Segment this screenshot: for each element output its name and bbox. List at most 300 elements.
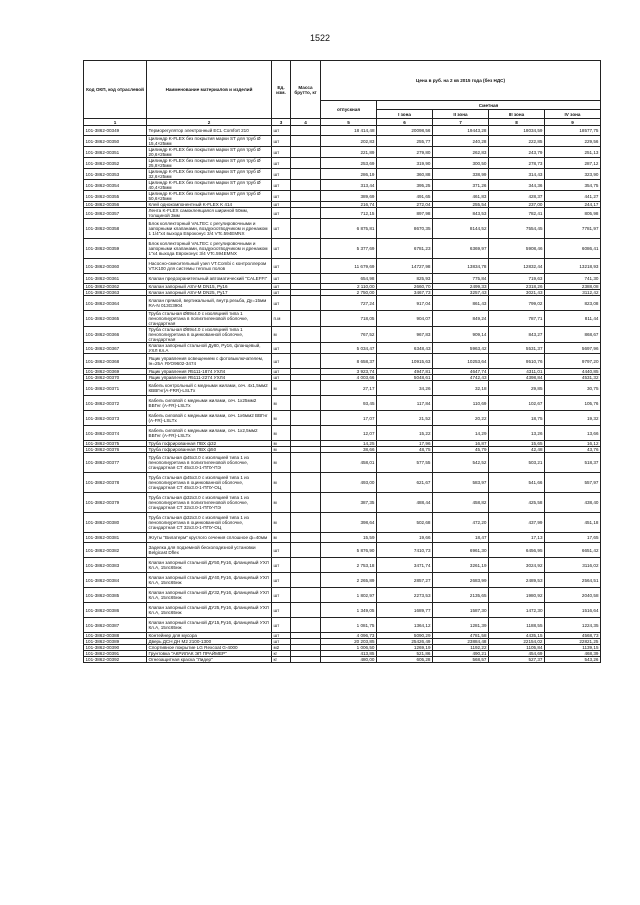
- zone2-price-cell: 3261,19: [433, 558, 489, 573]
- table-row: [84, 327, 601, 343]
- mass-cell: [291, 219, 321, 239]
- unit-cell: шт: [272, 633, 291, 639]
- zone4-price-cell: 105,76: [545, 396, 601, 411]
- name-cell: Кабель силовой с медными жилами, сеч. 1х25мм2 ВВГнг (А-FR)-LSLTх: [147, 396, 272, 411]
- zone4-price-cell: 251,13: [545, 147, 601, 158]
- code-cell: 101-3862-00365: [84, 311, 147, 327]
- name-cell: Труба гофрированная ПВХ ф50: [147, 447, 272, 453]
- header-zone-2: II зона: [433, 110, 489, 119]
- unit-cell: п.м: [272, 311, 291, 327]
- unit-cell: шт: [272, 259, 291, 274]
- column-number: 9: [545, 119, 601, 126]
- zone4-price-cell: 229,56: [545, 136, 601, 147]
- zone2-price-cell: 4742,43: [433, 375, 489, 381]
- zone1-price-cell: 5048,61: [377, 375, 433, 381]
- zone3-price-cell: 503,21: [489, 453, 545, 473]
- code-cell: 101-3862-00391: [84, 651, 147, 657]
- zone4-price-cell: 543,26: [545, 657, 601, 663]
- zone2-price-cell: 338,99: [433, 169, 489, 180]
- code-cell: 101-3862-00355: [84, 191, 147, 202]
- release-price-cell: 17,07: [321, 411, 377, 426]
- table-row: [84, 180, 601, 191]
- zone3-price-cell: 719,63: [489, 274, 545, 284]
- zone2-price-cell: 18,47: [433, 533, 489, 543]
- table-row: [84, 219, 601, 239]
- header-name: Наименование материалов и изделий: [147, 61, 272, 119]
- name-cell: Клапан запорный стальной Ду80, Ру16, фланцевый, УХЛ Кл.А: [147, 343, 272, 354]
- unit-cell: шт: [272, 588, 291, 603]
- zone4-price-cell: 868,67: [545, 327, 601, 343]
- unit-cell: шт: [272, 202, 291, 208]
- zone4-price-cell: 22821,25: [545, 639, 601, 645]
- zone4-price-cell: 6651,42: [545, 543, 601, 558]
- table-row: [84, 533, 601, 543]
- unit-cell: шт: [272, 219, 291, 239]
- zone4-price-cell: 19,32: [545, 411, 601, 426]
- table-row: [84, 603, 601, 618]
- name-cell: Ящик управления освещением с фотовыключателем, Iн=25А ЯУО9602-3474: [147, 354, 272, 369]
- zone3-price-cell: 243,79: [489, 147, 545, 158]
- zone1-price-cell: 1269,19: [377, 645, 433, 651]
- mass-cell: [291, 136, 321, 147]
- mass-cell: [291, 296, 321, 311]
- mass-cell: [291, 543, 321, 558]
- code-cell: 101-3862-00388: [84, 633, 147, 639]
- name-cell: Жгуты "Вилатерм" круглого сечения сплошное ф=40мм: [147, 533, 272, 543]
- zone2-price-cell: 16,87: [433, 441, 489, 447]
- release-price-cell: 2 750,00: [321, 290, 377, 296]
- code-cell: 101-3862-00366: [84, 327, 147, 343]
- mass-cell: [291, 180, 321, 191]
- unit-cell: шт: [272, 603, 291, 618]
- name-cell: Огнезащитная краска "Лидер": [147, 657, 272, 663]
- name-cell: Лента K-FLEX самоклеящаяся шириной 50мм, толщиной 3мм: [147, 208, 272, 219]
- table-row: [84, 493, 601, 513]
- unit-cell: м: [272, 533, 291, 543]
- zone1-price-cell: 825,93: [377, 274, 433, 284]
- table-row: [84, 588, 601, 603]
- zone3-price-cell: 541,66: [489, 473, 545, 493]
- name-cell: Насосно-смесительный узел VT.Combi с контроллером VT.K100 для системы теплых полов: [147, 259, 272, 274]
- code-cell: 101-3862-00369: [84, 369, 147, 375]
- zone4-price-cell: 451,18: [545, 513, 601, 533]
- unit-cell: м: [272, 447, 291, 453]
- zone4-price-cell: 13218,93: [545, 259, 601, 274]
- zone3-price-cell: 18,75: [489, 411, 545, 426]
- mass-cell: [291, 208, 321, 219]
- unit-cell: м: [272, 441, 291, 447]
- mass-cell: [291, 588, 321, 603]
- zone2-price-cell: 461,83: [433, 191, 489, 202]
- zone2-price-cell: 2135,65: [433, 588, 489, 603]
- release-price-cell: 389,69: [321, 191, 377, 202]
- mass-cell: [291, 311, 321, 327]
- zone1-price-cell: 4947,81: [377, 369, 433, 375]
- unit-cell: м: [272, 327, 291, 343]
- zone1-price-cell: 502,68: [377, 513, 433, 533]
- zone2-price-cell: 2683,99: [433, 573, 489, 588]
- zone1-price-cell: 521,86: [377, 651, 433, 657]
- name-cell: Клапан запорный стальной ДУ25,Ру16, фланцевый УХЛ Кл.А, 15лс65нж: [147, 603, 272, 618]
- zone1-price-cell: 2273,53: [377, 588, 433, 603]
- name-cell: Клапан запорный стальной ДУ50,Ру16, фланцевый УХЛ Кл.А, 15лс65нж: [147, 558, 272, 573]
- release-price-cell: 313,44: [321, 180, 377, 191]
- code-cell: 101-3862-00384: [84, 573, 147, 588]
- zone1-price-cell: 2857,27: [377, 573, 433, 588]
- mass-cell: [291, 274, 321, 284]
- unit-cell: шт: [272, 354, 291, 369]
- mass-cell: [291, 354, 321, 369]
- name-cell: Кабель силовой с медными жилами, сеч. 1х6мм2 ВВГнг (А-FR)-LSLTх: [147, 411, 272, 426]
- code-cell: 101-3862-00377: [84, 453, 147, 473]
- zone1-price-cell: 6781,23: [377, 239, 433, 259]
- zone2-price-cell: 583,97: [433, 473, 489, 493]
- zone2-price-cell: 300,50: [433, 158, 489, 169]
- zone2-price-cell: 371,26: [433, 180, 489, 191]
- release-price-cell: 221,89: [321, 147, 377, 158]
- zone4-price-cell: 1516,64: [545, 603, 601, 618]
- column-number: 1: [84, 119, 147, 126]
- unit-cell: шт: [272, 558, 291, 573]
- zone4-price-cell: 4440,85: [545, 369, 601, 375]
- zone4-price-cell: 30,75: [545, 381, 601, 396]
- code-cell: 101-3862-00363: [84, 290, 147, 296]
- unit-cell: м2: [272, 645, 291, 651]
- unit-cell: шт: [272, 126, 291, 136]
- mass-cell: [291, 259, 321, 274]
- table-row: [84, 136, 601, 147]
- table-body: [84, 126, 601, 663]
- table-row: [84, 573, 601, 588]
- mass-cell: [291, 493, 321, 513]
- unit-cell: шт: [272, 239, 291, 259]
- zone4-price-cell: 805,98: [545, 208, 601, 219]
- table-row: [84, 169, 601, 180]
- release-price-cell: 398,64: [321, 513, 377, 533]
- table-row: [84, 558, 601, 573]
- zone3-price-cell: 437,99: [489, 513, 545, 533]
- column-number: 5: [321, 119, 377, 126]
- zone1-price-cell: 7410,73: [377, 543, 433, 558]
- release-price-cell: 18 414,48: [321, 126, 377, 136]
- name-cell: Цилиндр K-FLEX без покрытия марки ST для труб Ø 20,6×25мм: [147, 147, 272, 158]
- code-cell: 101-3862-00352: [84, 158, 147, 169]
- zone3-price-cell: 314,43: [489, 169, 545, 180]
- zone3-price-cell: 5908,46: [489, 239, 545, 259]
- zone4-price-cell: 518,37: [545, 453, 601, 473]
- zone1-price-cell: 21,52: [377, 411, 433, 426]
- header-code: Код ОКП, код отраслевой: [84, 61, 147, 119]
- zone1-price-cell: 904,07: [377, 311, 433, 327]
- zone3-price-cell: 102,67: [489, 396, 545, 411]
- zone1-price-cell: 319,90: [377, 158, 433, 169]
- name-cell: Клапан запорный стальной ДУ40,Ру16, фланцевый УХЛ Кл.А, 15лс65нж: [147, 573, 272, 588]
- zone1-price-cell: 20098,56: [377, 126, 433, 136]
- zone3-price-cell: 787,71: [489, 311, 545, 327]
- zone2-price-cell: 45,79: [433, 447, 489, 453]
- unit-cell: шт: [272, 375, 291, 381]
- zone3-price-cell: 2489,53: [489, 573, 545, 588]
- mass-cell: [291, 126, 321, 136]
- zone3-price-cell: 42,48: [489, 447, 545, 453]
- mass-cell: [291, 396, 321, 411]
- column-number: 4: [291, 119, 321, 126]
- zone1-price-cell: 577,55: [377, 453, 433, 473]
- table-row: [84, 191, 601, 202]
- zone4-price-cell: 4568,73: [545, 633, 601, 639]
- mass-cell: [291, 327, 321, 343]
- mass-cell: [291, 513, 321, 533]
- name-cell: Труба стальная ф32х3.0 с изоляцией типа 1 из пенополиуретана в полиэтиленовой оболочке, стандартная СТ 32х3.0-1-ППУ-ПЭ: [147, 493, 272, 513]
- code-cell: 101-3862-00381: [84, 533, 147, 543]
- zone2-price-cell: 458,82: [433, 493, 489, 513]
- code-cell: 101-3862-00376: [84, 447, 147, 453]
- zone4-price-cell: 3112,42: [545, 290, 601, 296]
- zone3-price-cell: 222,85: [489, 136, 545, 147]
- zone2-price-cell: 6961,30: [433, 543, 489, 558]
- zone1-price-cell: 897,98: [377, 208, 433, 219]
- name-cell: Контейнер для мусора: [147, 633, 272, 639]
- zone1-price-cell: 17,96: [377, 441, 433, 447]
- unit-cell: шт: [272, 191, 291, 202]
- zone2-price-cell: 542,52: [433, 453, 489, 473]
- unit-cell: шт: [272, 169, 291, 180]
- table-row: [84, 274, 601, 284]
- release-price-cell: 458,01: [321, 453, 377, 473]
- zone2-price-cell: 110,69: [433, 396, 489, 411]
- code-cell: 101-3862-00368: [84, 354, 147, 369]
- zone3-price-cell: 17,13: [489, 533, 545, 543]
- zone2-price-cell: 2499,33: [433, 284, 489, 290]
- table-row: [84, 259, 601, 274]
- code-cell: 101-3862-00386: [84, 603, 147, 618]
- zone2-price-cell: 14,29: [433, 426, 489, 441]
- mass-cell: [291, 573, 321, 588]
- code-cell: 101-3862-00353: [84, 169, 147, 180]
- release-price-cell: 493,00: [321, 473, 377, 493]
- zone2-price-cell: 8144,52: [433, 219, 489, 239]
- mass-cell: [291, 381, 321, 396]
- unit-cell: м: [272, 453, 291, 473]
- zone1-price-cell: 1364,12: [377, 618, 433, 633]
- release-price-cell: 4 003,66: [321, 375, 377, 381]
- zone1-price-cell: 8670,35: [377, 219, 433, 239]
- code-cell: 101-3862-00372: [84, 396, 147, 411]
- zone1-price-cell: 967,83: [377, 327, 433, 343]
- zone2-price-cell: 1281,39: [433, 618, 489, 633]
- header-release: отпускная: [321, 101, 377, 119]
- zone1-price-cell: 34,26: [377, 381, 433, 396]
- zone3-price-cell: 425,58: [489, 493, 545, 513]
- unit-cell: м: [272, 426, 291, 441]
- zone3-price-cell: 782,41: [489, 208, 545, 219]
- zone4-price-cell: 4531,32: [545, 375, 601, 381]
- table-row: [84, 354, 601, 369]
- mass-cell: [291, 158, 321, 169]
- unit-cell: кг: [272, 657, 291, 663]
- table-row: [84, 543, 601, 558]
- release-price-cell: 1 349,05: [321, 603, 377, 618]
- name-cell: Цилиндр K-FLEX без покрытия марки ST для труб Ø 40,4×25мм: [147, 180, 272, 191]
- zone4-price-cell: 9797,20: [545, 354, 601, 369]
- release-price-cell: 718,05: [321, 311, 377, 327]
- zone3-price-cell: 7554,45: [489, 219, 545, 239]
- zone4-price-cell: 557,97: [545, 473, 601, 493]
- name-cell: Клапан запорный ASV-M DN15, Ру16: [147, 284, 272, 290]
- release-price-cell: 202,83: [321, 136, 377, 147]
- code-cell: 101-3862-00370: [84, 375, 147, 381]
- column-number: 8: [489, 119, 545, 126]
- mass-cell: [291, 191, 321, 202]
- zone2-price-cell: 909,14: [433, 327, 489, 343]
- unit-cell: м: [272, 493, 291, 513]
- mass-cell: [291, 558, 321, 573]
- zone3-price-cell: 454,69: [489, 651, 545, 657]
- zone2-price-cell: 32,18: [433, 381, 489, 396]
- zone1-price-cell: 3471,74: [377, 558, 433, 573]
- code-cell: 101-3862-00360: [84, 259, 147, 274]
- release-price-cell: 93,45: [321, 396, 377, 411]
- zone4-price-cell: 2564,51: [545, 573, 601, 588]
- zone2-price-cell: 10253,64: [433, 354, 489, 369]
- code-cell: 101-3862-00351: [84, 147, 147, 158]
- name-cell: Труба стальная Ø89х4.0 с изоляцией типа 1 пенополиуретана в полиэтиленовой оболочке, стандартная: [147, 311, 272, 327]
- unit-cell: м: [272, 396, 291, 411]
- code-cell: 101-3862-00358: [84, 219, 147, 239]
- release-price-cell: 1 081,75: [321, 618, 377, 633]
- name-cell: Клапан запорный стальной ДУ32,Ру16, фланцевый УХЛ Кл.А, 15лс65нж: [147, 588, 272, 603]
- unit-cell: шт: [272, 274, 291, 284]
- zone4-price-cell: 13,66: [545, 426, 601, 441]
- code-cell: 101-3862-00383: [84, 558, 147, 573]
- zone4-price-cell: 1224,35: [545, 618, 601, 633]
- header-zone-3: III зона: [489, 110, 545, 119]
- unit-cell: шт: [272, 208, 291, 219]
- release-price-cell: 767,52: [321, 327, 377, 343]
- header-zone-1: I зона: [377, 110, 433, 119]
- name-cell: Труба стальная ф45х3.0 с изоляцией типа 1 из пенополиуретана в оцинкованной оболочке, стандартная СТ 45х3.0-1-ППУ-ОЦ: [147, 473, 272, 493]
- zone3-price-cell: 5531,37: [489, 343, 545, 354]
- zone1-price-cell: 5090,29: [377, 633, 433, 639]
- release-price-cell: 2 753,18: [321, 558, 377, 573]
- zone1-price-cell: 15,22: [377, 426, 433, 441]
- unit-cell: шт: [272, 290, 291, 296]
- zone1-price-cell: 488,44: [377, 493, 433, 513]
- unit-cell: шт: [272, 180, 291, 191]
- code-cell: 101-3862-00350: [84, 136, 147, 147]
- unit-cell: шт: [272, 284, 291, 290]
- column-number: 6: [377, 119, 433, 126]
- zone3-price-cell: 6456,95: [489, 543, 545, 558]
- release-price-cell: 253,69: [321, 158, 377, 169]
- zone4-price-cell: 17,65: [545, 533, 601, 543]
- table-row: [84, 158, 601, 169]
- unit-cell: м: [272, 473, 291, 493]
- table-row: [84, 426, 601, 441]
- zone3-price-cell: 344,36: [489, 180, 545, 191]
- page-number: 1522: [309, 33, 331, 43]
- column-number: 3: [272, 119, 291, 126]
- zone1-price-cell: 48,75: [377, 447, 433, 453]
- unit-cell: шт: [272, 343, 291, 354]
- unit-cell: шт: [272, 158, 291, 169]
- name-cell: Блок коллекторный VALTEC с регулировочными и запорными клапанами, воздухоотводчиком и дренажом 1"х4 выхода Евроконус 3/4 VTc.594EMNX: [147, 239, 272, 259]
- mass-cell: [291, 473, 321, 493]
- name-cell: Клей однокомпонентный K-FLEX K 414: [147, 202, 272, 208]
- mass-cell: [291, 603, 321, 618]
- table-row: [84, 657, 601, 663]
- zone4-price-cell: 16,12: [545, 441, 601, 447]
- zone4-price-cell: 18577,75: [545, 126, 601, 136]
- release-price-cell: 20 203,85: [321, 639, 377, 645]
- code-cell: 101-3862-00373: [84, 411, 147, 426]
- zone4-price-cell: 354,75: [545, 180, 601, 191]
- header-price-title: Цена в руб. на 2 кв 2015 года (без НДС): [321, 61, 601, 101]
- unit-cell: шт: [272, 136, 291, 147]
- zone3-price-cell: 29,85: [489, 381, 545, 396]
- name-cell: Клапан прямой, вертикальный, внутр.резьба, Ду=15мм RA-N 013G3904: [147, 296, 272, 311]
- release-price-cell: 6 875,81: [321, 219, 377, 239]
- mass-cell: [291, 411, 321, 426]
- zone1-price-cell: 360,88: [377, 169, 433, 180]
- table-row: [84, 311, 601, 327]
- zone2-price-cell: 472,20: [433, 513, 489, 533]
- code-cell: 101-3862-00382: [84, 543, 147, 558]
- zone4-price-cell: 438,40: [545, 493, 601, 513]
- mass-cell: [291, 147, 321, 158]
- mass-cell: [291, 343, 321, 354]
- zone4-price-cell: 1139,15: [545, 645, 601, 651]
- unit-cell: кг: [272, 651, 291, 657]
- release-price-cell: 12,07: [321, 426, 377, 441]
- zone1-price-cell: 279,80: [377, 147, 433, 158]
- code-cell: 101-3862-00392: [84, 657, 147, 663]
- zone2-price-cell: 4647,74: [433, 369, 489, 375]
- zone3-price-cell: 22154,02: [489, 639, 545, 645]
- name-cell: Грунтовка "АКРИЛАК ЭП ПРАЙМЕР": [147, 651, 272, 657]
- zone2-price-cell: 568,57: [433, 657, 489, 663]
- zone1-price-cell: 2660,70: [377, 284, 433, 290]
- release-price-cell: 11 679,69: [321, 259, 377, 274]
- code-cell: 101-3862-00390: [84, 645, 147, 651]
- zone2-price-cell: 843,53: [433, 208, 489, 219]
- zone1-price-cell: 3467,73: [377, 290, 433, 296]
- zone3-price-cell: 2318,26: [489, 284, 545, 290]
- zone2-price-cell: 1192,22: [433, 645, 489, 651]
- zone1-price-cell: 395,25: [377, 180, 433, 191]
- header-estimate: Сметная: [377, 101, 601, 110]
- zone2-price-cell: 861,43: [433, 296, 489, 311]
- zone1-price-cell: 6348,43: [377, 343, 433, 354]
- release-price-cell: 15,59: [321, 533, 377, 543]
- zone1-price-cell: 272,04: [377, 202, 433, 208]
- zone2-price-cell: 775,84: [433, 274, 489, 284]
- zone3-price-cell: 1980,92: [489, 588, 545, 603]
- zone3-price-cell: 278,73: [489, 158, 545, 169]
- zone2-price-cell: 13834,78: [433, 259, 489, 274]
- header-unit: Ед. изм.: [272, 61, 291, 119]
- zone2-price-cell: 6369,97: [433, 239, 489, 259]
- table-row: [84, 343, 601, 354]
- zone1-price-cell: 621,67: [377, 473, 433, 493]
- name-cell: Кабель силовой с медными жилами, сеч. 1х2,5мм2 ВВГнг (А-FR)-LSLTх: [147, 426, 272, 441]
- release-price-cell: 5 034,47: [321, 343, 377, 354]
- table-row: [84, 411, 601, 426]
- name-cell: Клапан запорный стальной ДУ15,Ру16, фланцевый УХЛ Кл.А, 15лс65нж: [147, 618, 272, 633]
- zone4-price-cell: 323,90: [545, 169, 601, 180]
- unit-cell: шт: [272, 369, 291, 375]
- zone3-price-cell: 4398,84: [489, 375, 545, 381]
